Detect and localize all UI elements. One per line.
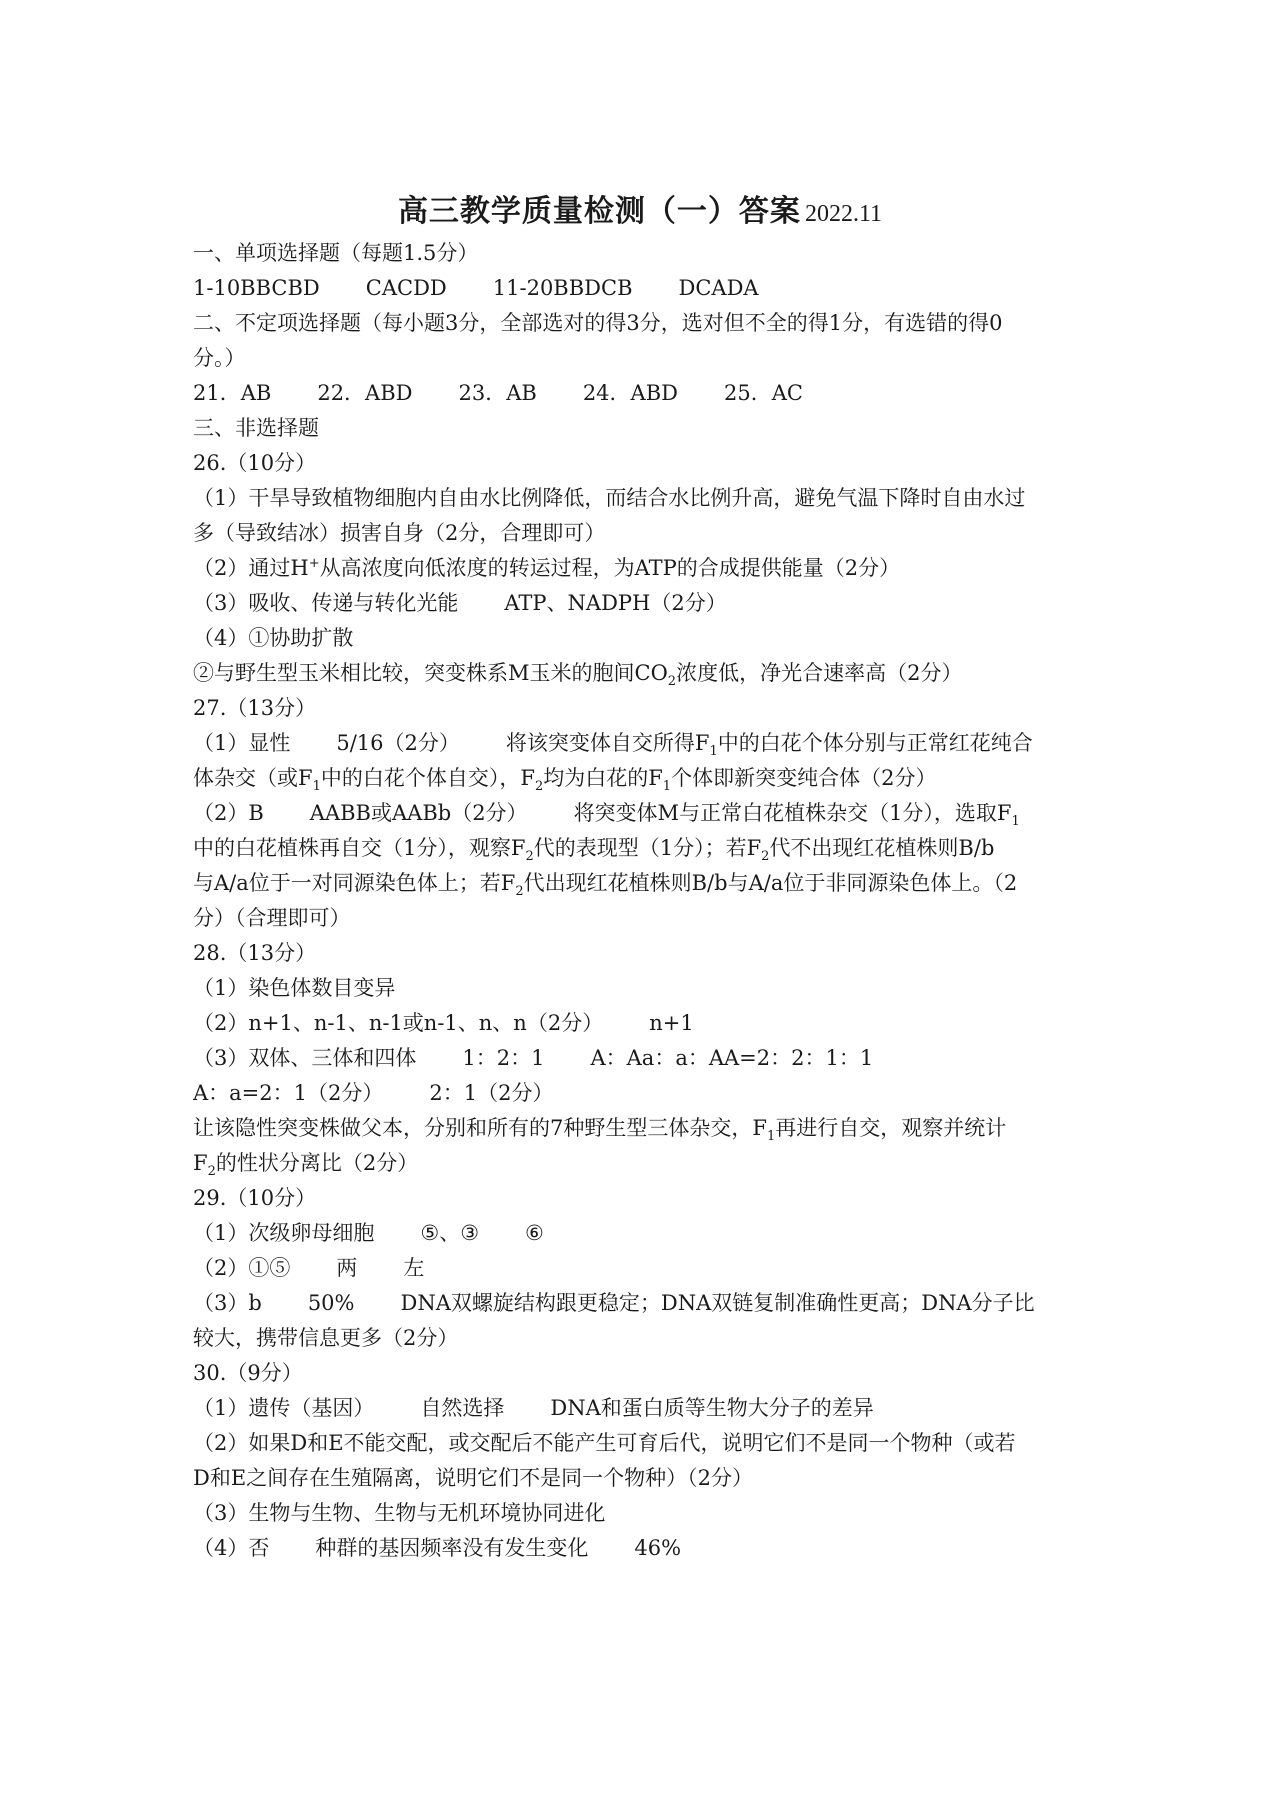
question-heading: 27.（13分） [193, 696, 317, 720]
page-title [0, 186, 1280, 230]
text-line: 分）（合理即可） [193, 906, 351, 930]
text-line: （3）b 50% DNA双螺旋结构跟更稳定；DNA双链复制准确性更高；DNA分子比 [193, 1291, 1035, 1315]
text-line: 分。） [193, 346, 246, 370]
text-line: 中的白花植株再自交（1分），观察$F_2$代的表现型（1分）；若$F_2$代不出现红花植株则B/b [193, 836, 995, 865]
question-heading: 29.（10分） [193, 1186, 317, 1210]
text-line: ②与野生型玉米相比较，突变株系M玉米的胞间$CO_2$浓度低，净光合速率高（2分） [193, 661, 963, 690]
text-line: （2）B AABB或AABb（2分） 将突变体M与正常白花植株杂交（1分），选取$F_1$ [193, 801, 1020, 830]
text-line: （1）显性 5/16（2分） 将该突变体自交所得$F_1$中的白花个体分别与正常红花纯合 [193, 731, 1033, 760]
text-line: A：a=2：1（2分） 2：1（2分） [193, 1081, 554, 1105]
text-line: （1）遗传（基因） 自然选择 DNA和蛋白质等生物大分子的差异 [193, 1396, 874, 1420]
question-heading: 30.（9分） [193, 1361, 303, 1385]
section-heading: 二、不定项选择题（每小题3分，全部选对的得3分，选对但不全的得1分，有选错的得0 [193, 311, 1003, 335]
question-heading: 26.（10分） [193, 451, 317, 475]
text-line: 较大，携带信息更多（2分） [193, 1326, 459, 1350]
text-line: （1）染色体数目变异 [193, 976, 396, 1000]
text-line: 与A/a位于一对同源染色体上；若$F_2$代出现红花植株则B/b与A/a位于非同源染色体上。（2 [193, 871, 1018, 900]
text-line: 让该隐性突变株做父本，分别和所有的7种野生型三体杂交，$F_1$再进行自交，观察并统计 [193, 1116, 1007, 1145]
text-line: $F_2$的性状分离比（2分） [193, 1151, 419, 1180]
answer-body [193, 236, 1093, 1566]
text-line: （3）生物与生物、生物与无机环境协同进化 [193, 1501, 606, 1525]
text-line: （4）否 种群的基因频率没有发生变化 46% [193, 1536, 682, 1560]
text-line: （2）通过H+从高浓度向低浓度的转运过程，为ATP的合成提供能量（2分） [193, 556, 901, 580]
text-line: 多（导致结冰）损害自身（2分，合理即可） [193, 521, 606, 545]
section-heading: 一、单项选择题（每题1.5分） [193, 241, 479, 265]
answer-line: 21．AB 22．ABD 23．AB 24．ABD 25．AC [193, 381, 803, 405]
title-text: 高三教学质量检测（一）答案 [397, 194, 801, 229]
text-line: （4）①协助扩散 [193, 626, 354, 650]
text-line: （2）①⑤ 两 左 [193, 1256, 425, 1280]
title-date: 2022.11 [804, 201, 883, 227]
text-line: （1）次级卵母细胞 ⑤、③ ⑥ [193, 1221, 544, 1245]
text-line: （3）吸收、传递与转化光能 ATP、NADPH（2分） [193, 591, 727, 615]
answer-line: 1-10BBCBD CACDD 11-20BBDCB DCADA [193, 276, 759, 300]
text-line: （2）n+1、n-1、n-1或n-1、n、n（2分） n+1 [193, 1011, 694, 1035]
text-line: （3）双体、三体和四体 1：2：1 A：Aa：a：AA=2：2：1：1 [193, 1046, 874, 1070]
section-heading: 三、非选择题 [193, 416, 319, 440]
text-line: D和E之间存在生殖隔离，说明它们不是同一个物种）（2分） [193, 1466, 754, 1490]
text-line: 体杂交（或$F_1$中的白花个体自交），$F_2$均为白花的$F_1$个体即新突变纯合体（2分） [193, 766, 937, 795]
text-line: （1）干旱导致植物细胞内自由水比例降低，而结合水比例升高，避免气温下降时自由水过 [193, 486, 1026, 510]
question-heading: 28.（13分） [193, 941, 317, 965]
text-line: （2）如果D和E不能交配，或交配后不能产生可育后代，说明它们不是同一个物种（或若 [193, 1431, 1016, 1455]
